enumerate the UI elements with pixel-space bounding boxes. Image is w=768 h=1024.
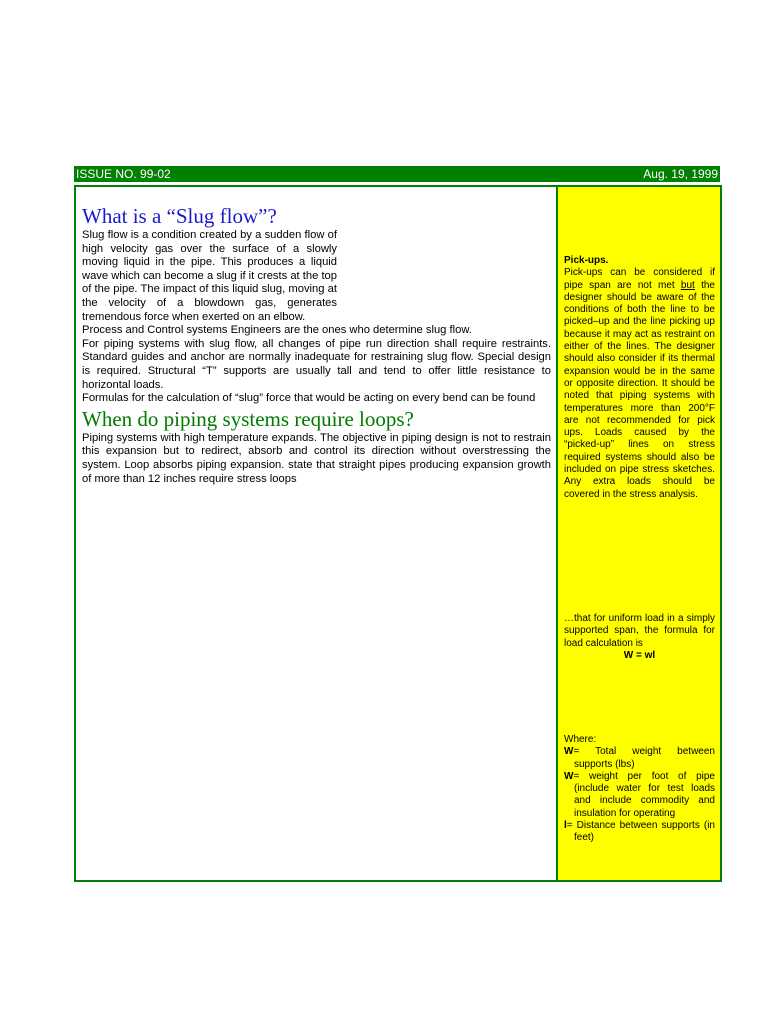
formula-block xyxy=(564,613,715,662)
slug-flow-intro: Slug flow is a condition created by a sudden flow of high velocity gas over the surface of a slowly moving liquid in the pipe. This produces a liquid wave which can become a slug if it crests at the top of the pipe. The impact of this liquid slug, moving at the velocity of a blowdown gas, generates tremendous force when exerted on an elbow. xyxy=(82,229,337,323)
formula: W = wl xyxy=(623,649,656,661)
definitions-block xyxy=(564,734,715,845)
slug-flow-para-engineers: Process and Control systems Engineers are the ones who determine slug flow. xyxy=(82,324,472,337)
formula-intro: …that for uniform load in a simply supported span, the formula for load calculation is xyxy=(564,613,715,649)
pickups-block xyxy=(564,255,715,501)
where-label: Where: xyxy=(564,734,597,745)
main-column xyxy=(76,187,558,880)
pickups-title: Pick-ups. xyxy=(564,255,609,266)
issue-header-bar xyxy=(74,166,720,182)
sidebar-column xyxy=(558,187,720,880)
newsletter-frame xyxy=(74,185,722,882)
slug-flow-para-formulas: Formulas for the calculation of “slug” force that would be acting on every bend can be found xyxy=(82,392,536,405)
definition-total-weight: W= Total weight between supports (lbs) xyxy=(564,746,715,770)
issue-number: ISSUE NO. 99-02 xyxy=(76,167,171,181)
slug-flow-para-restraints: For piping systems with slug flow, all changes of pipe run direction shall require restraints. Standard guides and anchor are normally inadequate for restraining slug flow. Special design is required. Structural “T” supports are usually tall and tend to offer little resistance to horizontal loads. xyxy=(82,337,551,391)
definition-weight-per-foot: W= weight per foot of pipe (include water for test loads and include commodity and insulation for operating xyxy=(564,770,715,819)
slug-flow-heading: What is a “Slug flow”? xyxy=(82,204,277,228)
definition-span-length: l= Distance between supports (in feet) xyxy=(564,820,715,844)
pickups-text: Pick-ups can be considered if pipe span are not met but the designer should be aware of the conditions of both the line to be picked–up and the line picking up because it may act as restraint on either of the lines. The designer should also consider if its thermal expansion would be in the same or opposite direction. It should be noted that piping systems with temperatures more than 200°F are not recommended for pick ups. Loads caused by the “picked-up” lines on stress required systems should also be included on pipe stress sketches. Any extra loads should be covered in the stress analysis. xyxy=(564,267,715,500)
issue-date: Aug. 19, 1999 xyxy=(643,167,718,181)
loops-para: Piping systems with high temperature expands. The objective in piping design is not to restrain this expansion but to redirect, absorb and control its direction without overstressing the system. Loop absorbs piping expansion. state that straight pipes producing expansion growth of more than 12 inches require stress loops xyxy=(82,431,551,485)
loops-heading: When do piping systems require loops? xyxy=(82,406,414,431)
